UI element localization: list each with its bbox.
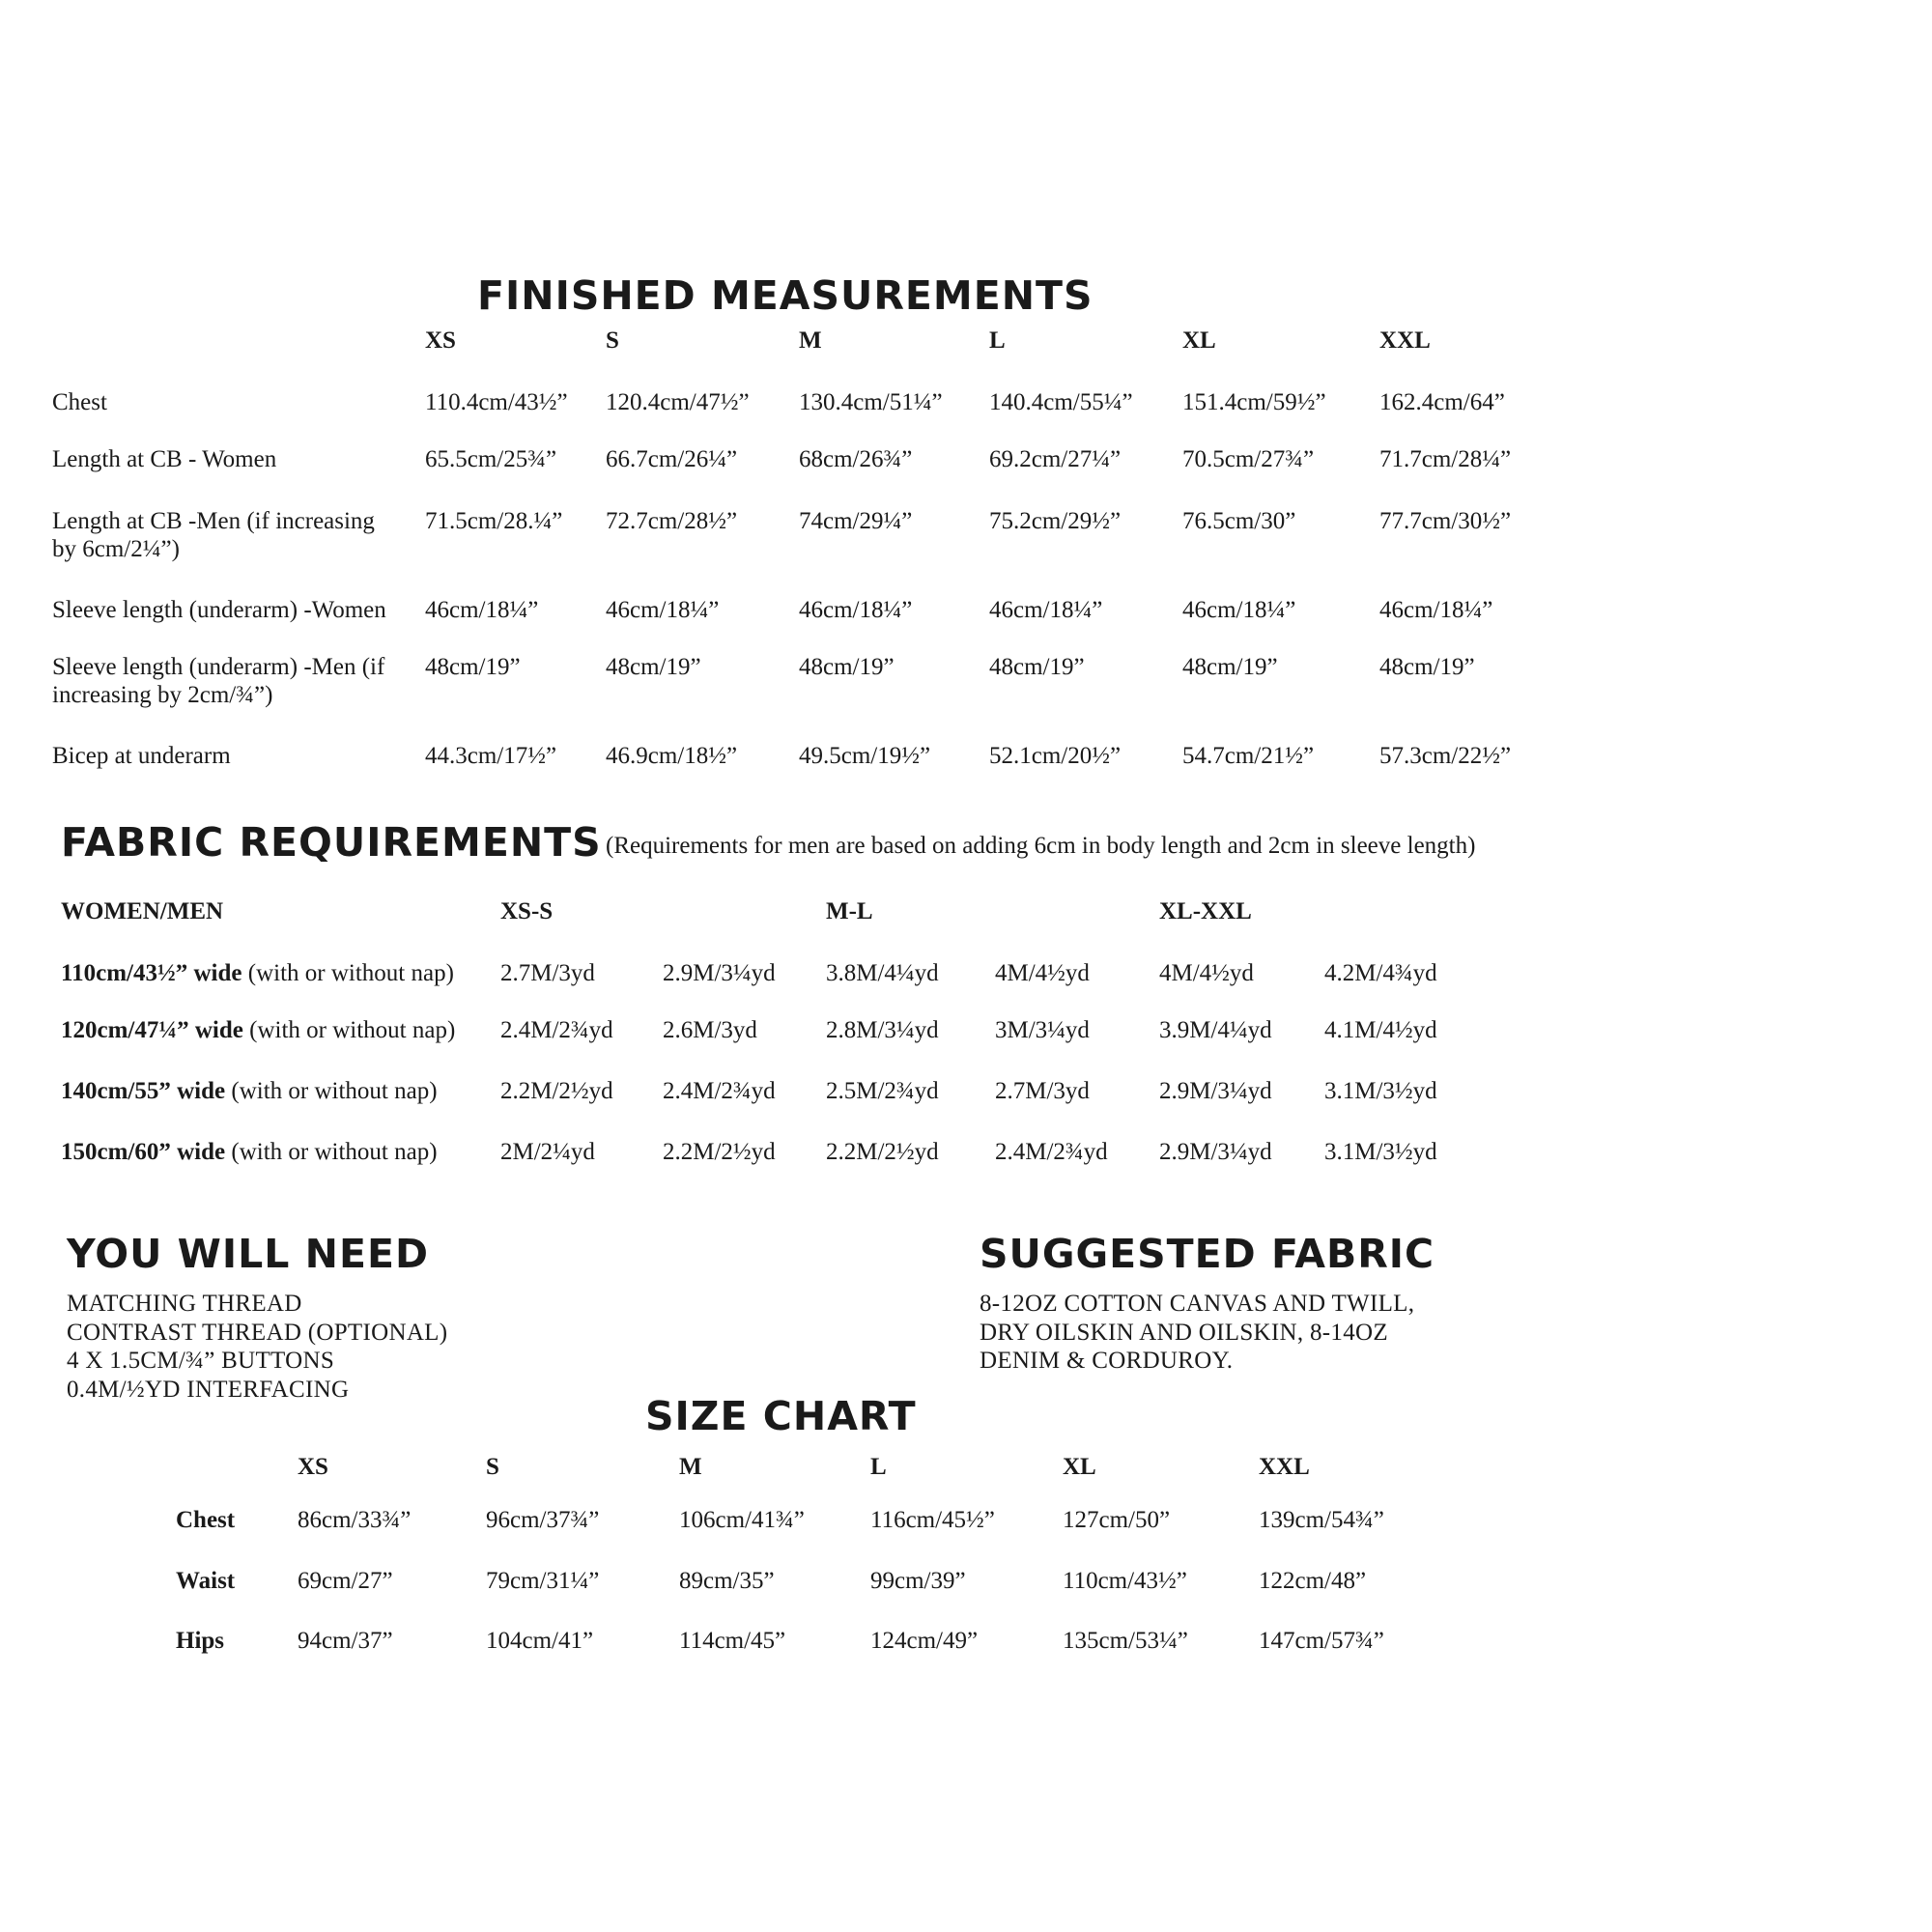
- finished-cell: 48cm/19”: [606, 654, 701, 680]
- fabric-cell: 2.9M/3¼yd: [1159, 1139, 1272, 1165]
- finished-row-label: Sleeve length (underarm) -Men (if: [52, 654, 385, 680]
- size-chart-cell: 124cm/49”: [870, 1628, 979, 1654]
- fabric-cell: 3M/3¼yd: [995, 1017, 1090, 1043]
- finished-cell: 46cm/18¼”: [606, 597, 720, 623]
- finished-cell: 75.2cm/29½”: [989, 508, 1122, 534]
- finished-cell: 44.3cm/17½”: [425, 743, 557, 769]
- size-chart-cell: 110cm/43½”: [1063, 1568, 1187, 1594]
- size-chart-cell: 114cm/45”: [679, 1628, 786, 1654]
- size-chart-cell: 104cm/41”: [486, 1628, 594, 1654]
- fabric-cell: 2.5M/2¾yd: [826, 1078, 939, 1104]
- fabric-cell: 3.9M/4¼yd: [1159, 1017, 1272, 1043]
- size-chart-cell: 94cm/37”: [298, 1628, 393, 1654]
- fabric-nap: (with or without nap): [242, 1017, 456, 1043]
- fabric-cell: 4.2M/4¾yd: [1324, 960, 1437, 986]
- fabric-width: 150cm/60” wide: [61, 1139, 226, 1165]
- size-chart-row-label: Chest: [176, 1507, 236, 1533]
- finished-size-header: L: [989, 327, 1006, 354]
- fabric-row-label: [61, 1078, 438, 1106]
- fabric-width: 110cm/43½” wide: [61, 960, 242, 986]
- finished-cell: 130.4cm/51¼”: [799, 389, 943, 415]
- finished-row-label-cont: by 6cm/2¼”): [52, 536, 180, 562]
- size-chart-cell: 69cm/27”: [298, 1568, 393, 1594]
- finished-cell: 48cm/19”: [799, 654, 895, 680]
- finished-size-header: XXL: [1379, 327, 1431, 354]
- finished-cell: 46cm/18¼”: [425, 597, 539, 623]
- size-chart-size-header: XS: [298, 1454, 328, 1480]
- fabric-cell: 2M/2¼yd: [500, 1139, 595, 1165]
- finished-size-header: M: [799, 327, 822, 354]
- finished-cell: 54.7cm/21½”: [1182, 743, 1315, 769]
- fabric-cell: 3.1M/3½yd: [1324, 1078, 1437, 1104]
- finished-size-header: XS: [425, 327, 456, 354]
- size-chart-cell: 147cm/57¾”: [1259, 1628, 1384, 1654]
- finished-cell: 162.4cm/64”: [1379, 389, 1505, 415]
- finished-cell: 70.5cm/27¾”: [1182, 446, 1315, 472]
- fabric-cell: 2.2M/2½yd: [826, 1139, 939, 1165]
- size-chart-cell: 96cm/37¾”: [486, 1507, 600, 1533]
- finished-row-label: Length at CB -Men (if increasing: [52, 508, 375, 534]
- fabric-cell: 2.4M/2¾yd: [663, 1078, 776, 1104]
- fabric-nap: (with or without nap): [225, 1139, 438, 1165]
- size-chart-cell: 79cm/31¼”: [486, 1568, 600, 1594]
- size-chart-cell: 139cm/54¾”: [1259, 1507, 1384, 1533]
- size-chart-size-header: L: [870, 1454, 887, 1480]
- size-chart-cell: 99cm/39”: [870, 1568, 966, 1594]
- size-chart-cell: 127cm/50”: [1063, 1507, 1171, 1533]
- finished-cell: 46.9cm/18½”: [606, 743, 738, 769]
- fabric-group-header: XS-S: [500, 898, 554, 924]
- finished-cell: 120.4cm/47½”: [606, 389, 750, 415]
- fabric-cell: 2.2M/2½yd: [663, 1139, 776, 1165]
- fabric-requirements-title: FABRIC REQUIREMENTS: [61, 819, 602, 866]
- you-will-need-item: MATCHING THREAD: [67, 1291, 302, 1317]
- fabric-cell: 4M/4½yd: [1159, 960, 1254, 986]
- finished-cell: 48cm/19”: [989, 654, 1085, 680]
- finished-cell: 46cm/18¼”: [989, 597, 1103, 623]
- finished-size-header: S: [606, 327, 619, 354]
- finished-cell: 48cm/19”: [1379, 654, 1475, 680]
- fabric-cell: 2.9M/3¼yd: [663, 960, 776, 986]
- you-will-need-list: [67, 1290, 447, 1404]
- finished-cell: 76.5cm/30”: [1182, 508, 1296, 534]
- finished-cell: 46cm/18¼”: [799, 597, 913, 623]
- fabric-cell: 2.6M/3yd: [663, 1017, 757, 1043]
- size-chart-cell: 106cm/41¾”: [679, 1507, 805, 1533]
- finished-cell: 46cm/18¼”: [1182, 597, 1296, 623]
- finished-cell: 71.7cm/28¼”: [1379, 446, 1512, 472]
- finished-cell: 48cm/19”: [1182, 654, 1278, 680]
- finished-cell: 49.5cm/19½”: [799, 743, 931, 769]
- finished-cell: 71.5cm/28.¼”: [425, 508, 563, 534]
- finished-measurements-title: FINISHED MEASUREMENTS: [477, 272, 1094, 319]
- fabric-requirements-note: (Requirements for men are based on adding 6cm in body length and 2cm in sleeve length): [606, 833, 1476, 859]
- fabric-width: 140cm/55” wide: [61, 1078, 226, 1104]
- fabric-nap: (with or without nap): [242, 960, 454, 986]
- finished-cell: 72.7cm/28½”: [606, 508, 738, 534]
- fabric-group-header: M-L: [826, 898, 873, 924]
- you-will-need-item: 4 X 1.5CM/¾” BUTTONS: [67, 1348, 335, 1374]
- finished-size-header: XL: [1182, 327, 1216, 354]
- size-chart-size-header: XXL: [1259, 1454, 1310, 1480]
- size-chart-size-header: M: [679, 1454, 702, 1480]
- size-chart-title: SIZE CHART: [645, 1393, 917, 1439]
- you-will-need-title: YOU WILL NEED: [67, 1231, 430, 1277]
- fabric-cell: 4.1M/4½yd: [1324, 1017, 1437, 1043]
- fabric-cell: 2.8M/3¼yd: [826, 1017, 939, 1043]
- finished-cell: 46cm/18¼”: [1379, 597, 1493, 623]
- finished-cell: 77.7cm/30½”: [1379, 508, 1512, 534]
- fabric-cell: 2.4M/2¾yd: [995, 1139, 1108, 1165]
- size-chart-cell: 135cm/53¼”: [1063, 1628, 1188, 1654]
- suggested-fabric-line: 8-12OZ COTTON CANVAS AND TWILL,: [980, 1291, 1415, 1317]
- fabric-cell: 2.2M/2½yd: [500, 1078, 613, 1104]
- fabric-group-header: XL-XXL: [1159, 898, 1252, 924]
- size-chart-size-header: XL: [1063, 1454, 1096, 1480]
- size-chart-cell: 86cm/33¾”: [298, 1507, 412, 1533]
- finished-cell: 69.2cm/27¼”: [989, 446, 1122, 472]
- you-will-need-item: CONTRAST THREAD (OPTIONAL): [67, 1319, 448, 1346]
- fabric-cell: 2.4M/2¾yd: [500, 1017, 613, 1043]
- size-chart-cell: 89cm/35”: [679, 1568, 775, 1594]
- finished-cell: 151.4cm/59½”: [1182, 389, 1326, 415]
- fabric-width: 120cm/47¼” wide: [61, 1017, 243, 1043]
- finished-cell: 65.5cm/25¾”: [425, 446, 557, 472]
- finished-cell: 57.3cm/22½”: [1379, 743, 1512, 769]
- finished-cell: 66.7cm/26¼”: [606, 446, 738, 472]
- finished-cell: 74cm/29¼”: [799, 508, 913, 534]
- fabric-cell: 3.1M/3½yd: [1324, 1139, 1437, 1165]
- you-will-need-item: 0.4M/½YD INTERFACING: [67, 1376, 350, 1403]
- size-chart-row-label: Waist: [176, 1568, 236, 1594]
- suggested-fabric-line: DENIM & CORDUROY.: [980, 1348, 1234, 1374]
- fabric-row-label: [61, 1139, 438, 1167]
- suggested-fabric-title: SUGGESTED FABRIC: [980, 1231, 1435, 1277]
- finished-row-label: Length at CB - Women: [52, 446, 277, 472]
- finished-row-label: Sleeve length (underarm) -Women: [52, 597, 386, 623]
- fabric-nap: (with or without nap): [225, 1078, 438, 1104]
- size-chart-cell: 122cm/48”: [1259, 1568, 1367, 1594]
- fabric-cell: 4M/4½yd: [995, 960, 1090, 986]
- finished-row-label: Chest: [52, 389, 107, 415]
- suggested-fabric-line: DRY OILSKIN AND OILSKIN, 8-14OZ: [980, 1319, 1388, 1346]
- fabric-cell: 3.8M/4¼yd: [826, 960, 939, 986]
- finished-row-label: Bicep at underarm: [52, 743, 231, 769]
- finished-cell: 68cm/26¾”: [799, 446, 913, 472]
- fabric-row-label: [61, 960, 454, 988]
- fabric-header-label: WOMEN/MEN: [61, 898, 224, 924]
- finished-cell: 140.4cm/55¼”: [989, 389, 1133, 415]
- fabric-cell: 2.7M/3yd: [500, 960, 595, 986]
- fabric-cell: 2.9M/3¼yd: [1159, 1078, 1272, 1104]
- suggested-fabric-text: [980, 1290, 1414, 1376]
- fabric-cell: 2.7M/3yd: [995, 1078, 1090, 1104]
- size-chart-size-header: S: [486, 1454, 499, 1480]
- finished-cell: 52.1cm/20½”: [989, 743, 1122, 769]
- fabric-row-label: [61, 1017, 455, 1045]
- finished-cell: 110.4cm/43½”: [425, 389, 568, 415]
- finished-cell: 48cm/19”: [425, 654, 521, 680]
- size-chart-cell: 116cm/45½”: [870, 1507, 995, 1533]
- size-chart-row-label: Hips: [176, 1628, 225, 1654]
- finished-row-label-cont: increasing by 2cm/¾”): [52, 682, 273, 708]
